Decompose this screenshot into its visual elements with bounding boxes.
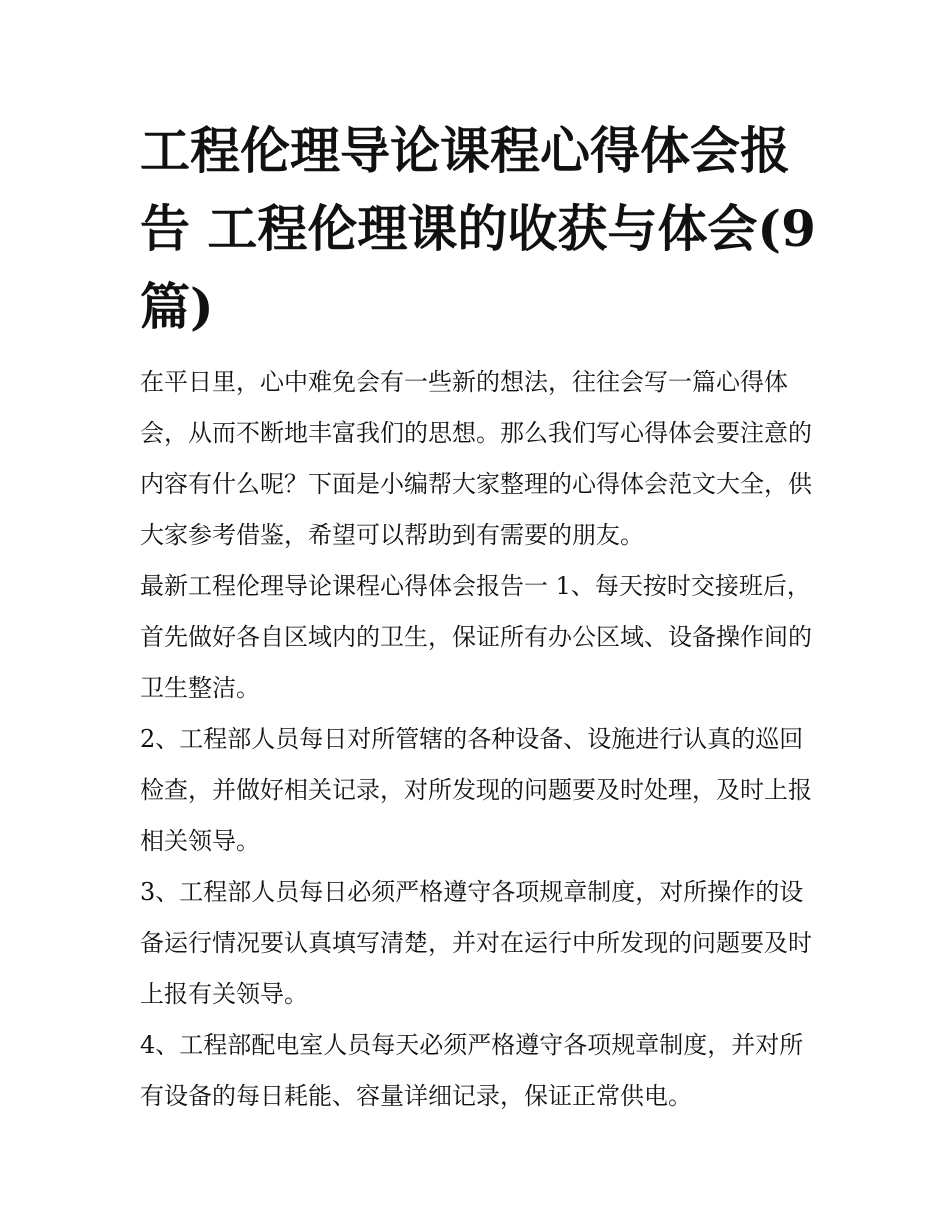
document-body	[140, 357, 820, 1122]
paragraph-item-1: 最新工程伦理导论课程心得体会报告一 1、每天按时交接班后，首先做好各自区域内的卫生，保证所有办公区域、设备操作间的卫生整洁。	[140, 572, 812, 702]
document-title: 工程伦理导论课程心得体会报告 工程伦理课的收获与体会(9篇)	[140, 121, 816, 336]
paragraph-item-3: 3、工程部人员每日必须严格遵守各项规章制度，对所操作的设备运行情况要认真填写清楚，并对在运行中所发现的问题要及时上报有关领导。	[140, 878, 812, 1008]
paragraph-item-4: 4、工程部配电室人员每天必须严格遵守各项规章制度，并对所有设备的每日耗能、容量详细记录，保证正常供电。	[140, 1031, 804, 1110]
paragraph-item-2: 2、工程部人员每日对所管辖的各种设备、设施进行认真的巡回检查，并做好相关记录，对所发现的问题要及时处理，及时上报相关领导。	[140, 725, 812, 855]
paragraph-intro: 在平日里，心中难免会有一些新的想法，往往会写一篇心得体会，从而不断地丰富我们的思想。那么我们写心得体会要注意的内容有什么呢？下面是小编帮大家整理的心得体会范文大全，供大家参考借鉴，希望可以帮助到有需要的朋友。	[140, 368, 812, 549]
